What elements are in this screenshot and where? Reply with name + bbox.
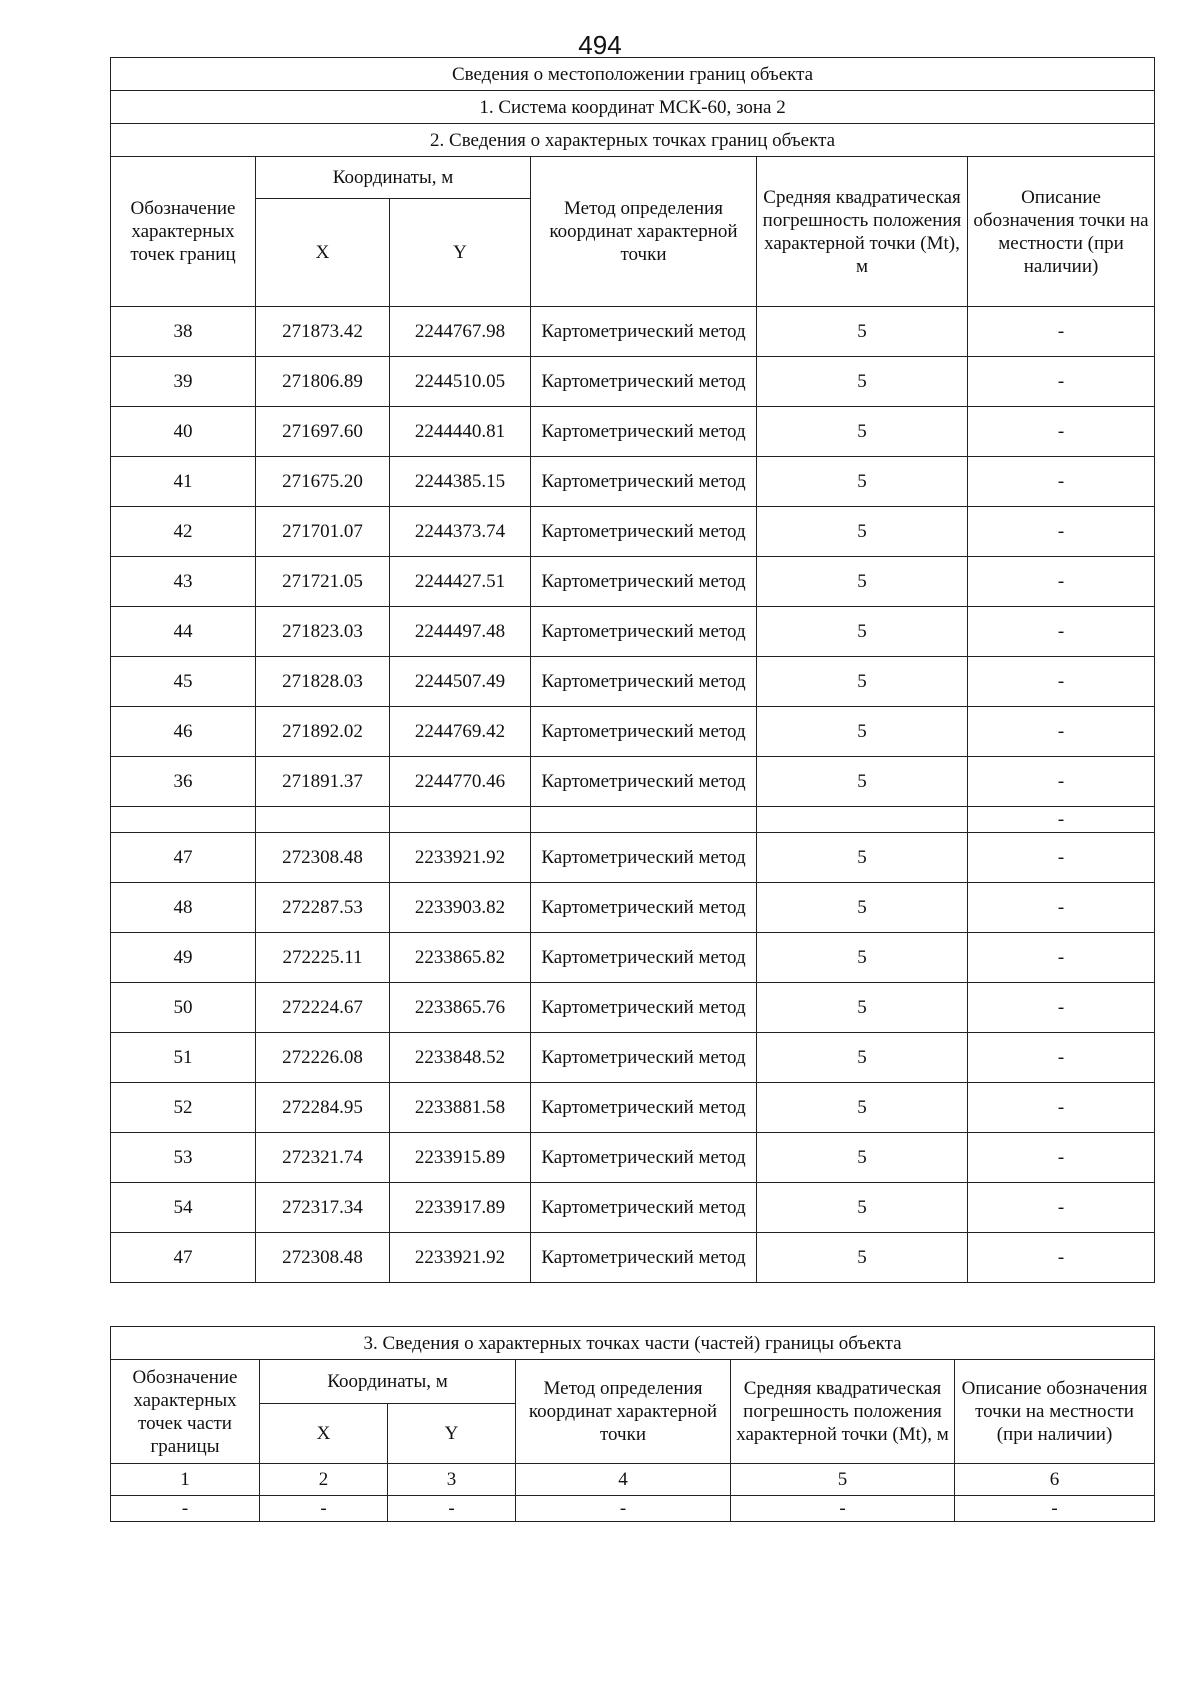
method-cell: Картометрический метод <box>531 357 757 407</box>
description-cell: - <box>968 507 1155 557</box>
mt-cell: 5 <box>757 557 968 607</box>
point-cell: 47 <box>111 1233 256 1283</box>
table-row <box>111 983 1155 1033</box>
method-cell: Картометрический метод <box>531 307 757 357</box>
description-cell: - <box>968 1033 1155 1083</box>
separator-cell <box>390 807 531 833</box>
table-row <box>111 407 1155 457</box>
table-row <box>111 883 1155 933</box>
mt-cell: 5 <box>757 1233 968 1283</box>
x-coordinate-cell: 271873.42 <box>256 307 390 357</box>
mt-cell: 5 <box>757 1033 968 1083</box>
description-cell: - <box>968 307 1155 357</box>
table-row <box>111 1133 1155 1183</box>
mt-cell: 5 <box>757 357 968 407</box>
section2-row <box>111 124 1155 157</box>
table-row <box>111 657 1155 707</box>
part-boundary-table <box>110 1326 1155 1522</box>
separator-cell <box>757 807 968 833</box>
point-cell: 42 <box>111 507 256 557</box>
point-cell: 39 <box>111 357 256 407</box>
point-cell: 49 <box>111 933 256 983</box>
x-coordinate-cell: 272317.34 <box>256 1183 390 1233</box>
y-coordinate-cell: 2244767.98 <box>390 307 531 357</box>
point-cell: 38 <box>111 307 256 357</box>
point-cell: 40 <box>111 407 256 457</box>
separator-description-cell: - <box>968 807 1155 833</box>
s3-number-cell: 4 <box>516 1464 731 1496</box>
s3-empty-cell: - <box>111 1496 260 1522</box>
s3-empty-row <box>111 1496 1155 1522</box>
x-coordinate-cell: 272308.48 <box>256 1233 390 1283</box>
s3-col-x-header: X <box>260 1404 388 1464</box>
s3-col-y-header: Y <box>388 1404 516 1464</box>
method-cell: Картометрический метод <box>531 1083 757 1133</box>
col-error-header: Средняя квадратическая погрешность положения характерной точки (Mt), м <box>757 157 968 307</box>
table-row <box>111 933 1155 983</box>
mt-cell: 5 <box>757 833 968 883</box>
method-cell: Картометрический метод <box>531 1233 757 1283</box>
x-coordinate-cell: 271892.02 <box>256 707 390 757</box>
description-cell: - <box>968 657 1155 707</box>
col-point-header: Обозначение характерных точек границ <box>111 157 256 307</box>
separator-cell <box>256 807 390 833</box>
method-cell: Картометрический метод <box>531 457 757 507</box>
boundary-points-table <box>110 57 1155 1283</box>
method-cell: Картометрический метод <box>531 607 757 657</box>
description-cell: - <box>968 1133 1155 1183</box>
table-row <box>111 607 1155 657</box>
y-coordinate-cell: 2244510.05 <box>390 357 531 407</box>
x-coordinate-cell: 271891.37 <box>256 757 390 807</box>
point-cell: 47 <box>111 833 256 883</box>
mt-cell: 5 <box>757 757 968 807</box>
table-row <box>111 707 1155 757</box>
description-cell: - <box>968 707 1155 757</box>
point-cell: 45 <box>111 657 256 707</box>
mt-cell: 5 <box>757 983 968 1033</box>
x-coordinate-cell: 272284.95 <box>256 1083 390 1133</box>
table-row <box>111 833 1155 883</box>
description-cell: - <box>968 407 1155 457</box>
s3-col-coords-header: Координаты, м <box>260 1360 516 1404</box>
y-coordinate-cell: 2244507.49 <box>390 657 531 707</box>
y-coordinate-cell: 2244440.81 <box>390 407 531 457</box>
s3-empty-cell: - <box>731 1496 955 1522</box>
description-cell: - <box>968 1083 1155 1133</box>
x-coordinate-cell: 272287.53 <box>256 883 390 933</box>
s3-number-cell: 2 <box>260 1464 388 1496</box>
point-cell: 41 <box>111 457 256 507</box>
description-cell: - <box>968 557 1155 607</box>
x-coordinate-cell: 272225.11 <box>256 933 390 983</box>
column-header-row <box>111 157 1155 199</box>
table-row <box>111 1033 1155 1083</box>
description-cell: - <box>968 933 1155 983</box>
mt-cell: 5 <box>757 507 968 557</box>
col-x-header: X <box>256 199 390 307</box>
col-y-header: Y <box>390 199 531 307</box>
method-cell: Картометрический метод <box>531 407 757 457</box>
mt-cell: 5 <box>757 933 968 983</box>
section2-title: 2. Сведения о характерных точках границ объекта <box>111 124 1155 157</box>
method-cell: Картометрический метод <box>531 983 757 1033</box>
section3-title: 3. Сведения о характерных точках части (частей) границы объекта <box>111 1327 1155 1360</box>
point-cell: 44 <box>111 607 256 657</box>
point-cell: 52 <box>111 1083 256 1133</box>
point-cell: 46 <box>111 707 256 757</box>
x-coordinate-cell: 271823.03 <box>256 607 390 657</box>
y-coordinate-cell: 2244770.46 <box>390 757 531 807</box>
mt-cell: 5 <box>757 883 968 933</box>
s3-col-error-header: Средняя квадратическая погрешность положения характерной точки (Mt), м <box>731 1360 955 1464</box>
separator-row <box>111 807 1155 833</box>
description-cell: - <box>968 457 1155 507</box>
y-coordinate-cell: 2233921.92 <box>390 1233 531 1283</box>
mt-cell: 5 <box>757 407 968 457</box>
s3-header-row <box>111 1360 1155 1404</box>
table-row <box>111 1183 1155 1233</box>
x-coordinate-cell: 271701.07 <box>256 507 390 557</box>
method-cell: Картометрический метод <box>531 707 757 757</box>
point-cell: 54 <box>111 1183 256 1233</box>
col-method-header: Метод определения координат характерной точки <box>531 157 757 307</box>
y-coordinate-cell: 2233921.92 <box>390 833 531 883</box>
mt-cell: 5 <box>757 307 968 357</box>
y-coordinate-cell: 2244769.42 <box>390 707 531 757</box>
separator-cell <box>531 807 757 833</box>
y-coordinate-cell: 2244497.48 <box>390 607 531 657</box>
s3-number-cell: 3 <box>388 1464 516 1496</box>
mt-cell: 5 <box>757 1083 968 1133</box>
y-coordinate-cell: 2244373.74 <box>390 507 531 557</box>
page-number: 494 <box>578 30 622 60</box>
s3-number-cell: 5 <box>731 1464 955 1496</box>
description-cell: - <box>968 1233 1155 1283</box>
table-row <box>111 1233 1155 1283</box>
y-coordinate-cell: 2233903.82 <box>390 883 531 933</box>
x-coordinate-cell: 272224.67 <box>256 983 390 1033</box>
description-cell: - <box>968 983 1155 1033</box>
col-coords-header: Координаты, м <box>256 157 531 199</box>
description-cell: - <box>968 833 1155 883</box>
coordinate-system: 1. Система координат МСК-60, зона 2 <box>111 91 1155 124</box>
point-cell: 51 <box>111 1033 256 1083</box>
col-description-header: Описание обозначения точки на местности (при наличии) <box>968 157 1155 307</box>
method-cell: Картометрический метод <box>531 883 757 933</box>
section3-row <box>111 1327 1155 1360</box>
s3-empty-cell: - <box>260 1496 388 1522</box>
point-cell: 53 <box>111 1133 256 1183</box>
x-coordinate-cell: 272226.08 <box>256 1033 390 1083</box>
y-coordinate-cell: 2233848.52 <box>390 1033 531 1083</box>
description-cell: - <box>968 1183 1155 1233</box>
method-cell: Картометрический метод <box>531 1033 757 1083</box>
y-coordinate-cell: 2233865.76 <box>390 983 531 1033</box>
y-coordinate-cell: 2233917.89 <box>390 1183 531 1233</box>
table-row <box>111 357 1155 407</box>
point-cell: 48 <box>111 883 256 933</box>
table-row <box>111 557 1155 607</box>
method-cell: Картометрический метод <box>531 833 757 883</box>
method-cell: Картометрический метод <box>531 507 757 557</box>
table-row <box>111 457 1155 507</box>
x-coordinate-cell: 271697.60 <box>256 407 390 457</box>
mt-cell: 5 <box>757 707 968 757</box>
mt-cell: 5 <box>757 1183 968 1233</box>
y-coordinate-cell: 2233865.82 <box>390 933 531 983</box>
x-coordinate-cell: 271828.03 <box>256 657 390 707</box>
y-coordinate-cell: 2244385.15 <box>390 457 531 507</box>
y-coordinate-cell: 2244427.51 <box>390 557 531 607</box>
table-title: Сведения о местоположении границ объекта <box>111 58 1155 91</box>
point-cell: 43 <box>111 557 256 607</box>
s3-col-description-header: Описание обозначения точки на местности (при наличии) <box>955 1360 1155 1464</box>
point-cell: 36 <box>111 757 256 807</box>
table-row <box>111 757 1155 807</box>
x-coordinate-cell: 271806.89 <box>256 357 390 407</box>
table-row <box>111 1083 1155 1133</box>
s3-number-cell: 6 <box>955 1464 1155 1496</box>
coordinate-system-row <box>111 91 1155 124</box>
x-coordinate-cell: 272321.74 <box>256 1133 390 1183</box>
separator-cell <box>111 807 256 833</box>
mt-cell: 5 <box>757 657 968 707</box>
method-cell: Картометрический метод <box>531 757 757 807</box>
description-cell: - <box>968 357 1155 407</box>
s3-col-point-header: Обозначение характерных точек части границы <box>111 1360 260 1464</box>
description-cell: - <box>968 883 1155 933</box>
method-cell: Картометрический метод <box>531 933 757 983</box>
table-row <box>111 307 1155 357</box>
x-coordinate-cell: 271675.20 <box>256 457 390 507</box>
table-title-row <box>111 58 1155 91</box>
description-cell: - <box>968 607 1155 657</box>
point-cell: 50 <box>111 983 256 1033</box>
table-row <box>111 507 1155 557</box>
s3-col-method-header: Метод определения координат характерной точки <box>516 1360 731 1464</box>
method-cell: Картометрический метод <box>531 657 757 707</box>
s3-number-cell: 1 <box>111 1464 260 1496</box>
description-cell: - <box>968 757 1155 807</box>
x-coordinate-cell: 271721.05 <box>256 557 390 607</box>
method-cell: Картометрический метод <box>531 1133 757 1183</box>
s3-number-row <box>111 1464 1155 1496</box>
s3-empty-cell: - <box>388 1496 516 1522</box>
mt-cell: 5 <box>757 457 968 507</box>
y-coordinate-cell: 2233881.58 <box>390 1083 531 1133</box>
method-cell: Картометрический метод <box>531 1183 757 1233</box>
mt-cell: 5 <box>757 1133 968 1183</box>
x-coordinate-cell: 272308.48 <box>256 833 390 883</box>
s3-empty-cell: - <box>955 1496 1155 1522</box>
s3-empty-cell: - <box>516 1496 731 1522</box>
mt-cell: 5 <box>757 607 968 657</box>
method-cell: Картометрический метод <box>531 557 757 607</box>
y-coordinate-cell: 2233915.89 <box>390 1133 531 1183</box>
